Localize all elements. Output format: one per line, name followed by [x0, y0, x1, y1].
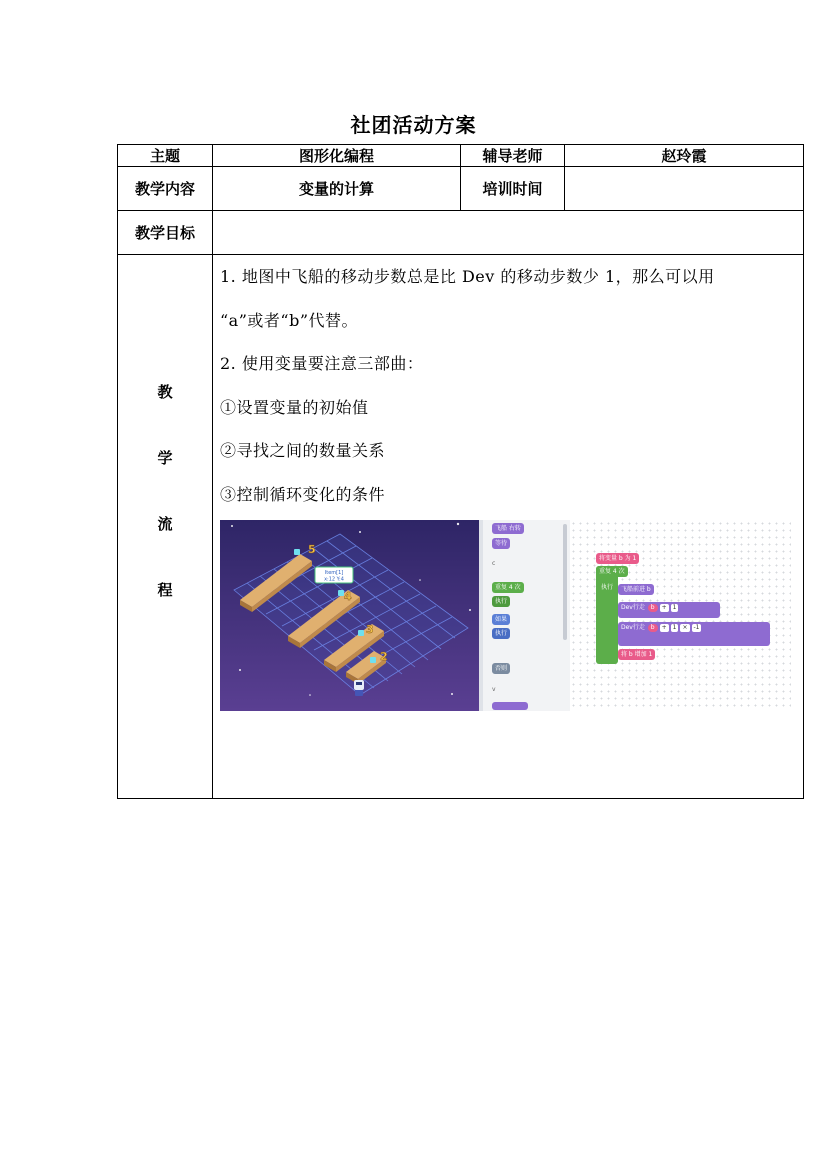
ws-repeat-block[interactable]: 重复 4 次 — [596, 566, 628, 577]
palette-block-var[interactable] — [492, 702, 528, 710]
flow-paragraph: 2. 使用变量要注意三部曲： — [220, 354, 424, 373]
embedded-screenshot — [220, 520, 791, 711]
flow-paragraph: ②寻找之间的数量关系 — [220, 441, 386, 460]
teacher-value: 赵玲霞 — [565, 145, 804, 167]
tooltip-line1: Item[1] — [324, 570, 344, 576]
palette-block-if[interactable]: 如果 — [492, 614, 510, 625]
ws-repeat-c-block[interactable] — [596, 566, 618, 664]
ws-dev-move-block-1[interactable]: Dev行走 b + 1 — [618, 602, 720, 618]
tile-number: 5 — [308, 543, 316, 556]
table-row-content — [118, 167, 804, 211]
topic-value: 图形化编程 — [213, 145, 461, 167]
flow-label-char: 流 — [157, 514, 173, 533]
ws-increase-block[interactable]: 将 b 增加 1 — [618, 649, 655, 660]
goal-value — [213, 211, 804, 255]
flow-content — [213, 255, 804, 799]
table-row-topic — [118, 145, 804, 167]
palette-block-ship-turn[interactable]: 飞船 右转 — [492, 523, 524, 534]
time-value — [565, 167, 804, 211]
flow-label-char: 学 — [157, 448, 173, 467]
table-row-goal — [118, 211, 804, 255]
flow-paragraph: 1. 地图中飞船的移动步数总是比 Dev 的移动步数少 1，那么可以用 — [220, 267, 715, 286]
content-value: 变量的计算 — [213, 167, 461, 211]
tile-number: 2 — [380, 650, 388, 663]
time-label: 培训时间 — [461, 167, 565, 211]
ws-set-var-text: 将变量 b 为 1 — [599, 555, 637, 562]
game-scene — [220, 520, 479, 711]
goal-label: 教学目标 — [118, 211, 213, 255]
teacher-label: 辅导老师 — [461, 145, 565, 167]
tile-number: 3 — [366, 623, 374, 636]
palette-block-exec[interactable]: 执行 — [492, 596, 510, 607]
dev-robot-icon — [354, 680, 364, 696]
ws-set-var-block[interactable] — [596, 553, 639, 564]
palette-block-if-exec[interactable]: 执行 — [492, 628, 510, 639]
tile-number: 4 — [344, 590, 352, 603]
flow-paragraph: ③控制循环变化的条件 — [220, 484, 386, 504]
palette-block-wait[interactable]: 等待 — [492, 538, 510, 549]
table-row-flow — [118, 255, 804, 799]
block-palette — [479, 520, 570, 711]
ws-ship-move-block[interactable]: 飞船前进 b — [618, 584, 654, 595]
palette-block-else[interactable]: 否则 — [492, 663, 510, 674]
activity-plan-table — [117, 144, 804, 799]
palette-section-label: c — [492, 560, 496, 567]
flow-paragraph: “a”或者“b”代替。 — [220, 310, 359, 330]
document-title: 社团活动方案 — [350, 113, 477, 137]
flow-label-char: 程 — [157, 580, 173, 599]
palette-section-label: v — [492, 686, 496, 693]
flow-paragraph: ①设置变量的初始值 — [220, 397, 369, 417]
palette-block-repeat[interactable]: 重复 4 次 — [492, 582, 524, 593]
flow-label-char: 教 — [157, 382, 173, 401]
ws-exec-label: 执行 — [601, 584, 614, 591]
item-tooltip — [315, 567, 353, 583]
tooltip-line2: x:12 Y:4 — [324, 576, 344, 583]
flow-label — [118, 255, 213, 799]
ws-dev-move-block-2[interactable]: Dev行走 b + 1 × -1 — [618, 622, 770, 646]
code-workspace — [570, 520, 791, 711]
topic-label: 主题 — [118, 145, 213, 167]
palette-scrollbar[interactable] — [563, 524, 567, 640]
content-label: 教学内容 — [118, 167, 213, 211]
